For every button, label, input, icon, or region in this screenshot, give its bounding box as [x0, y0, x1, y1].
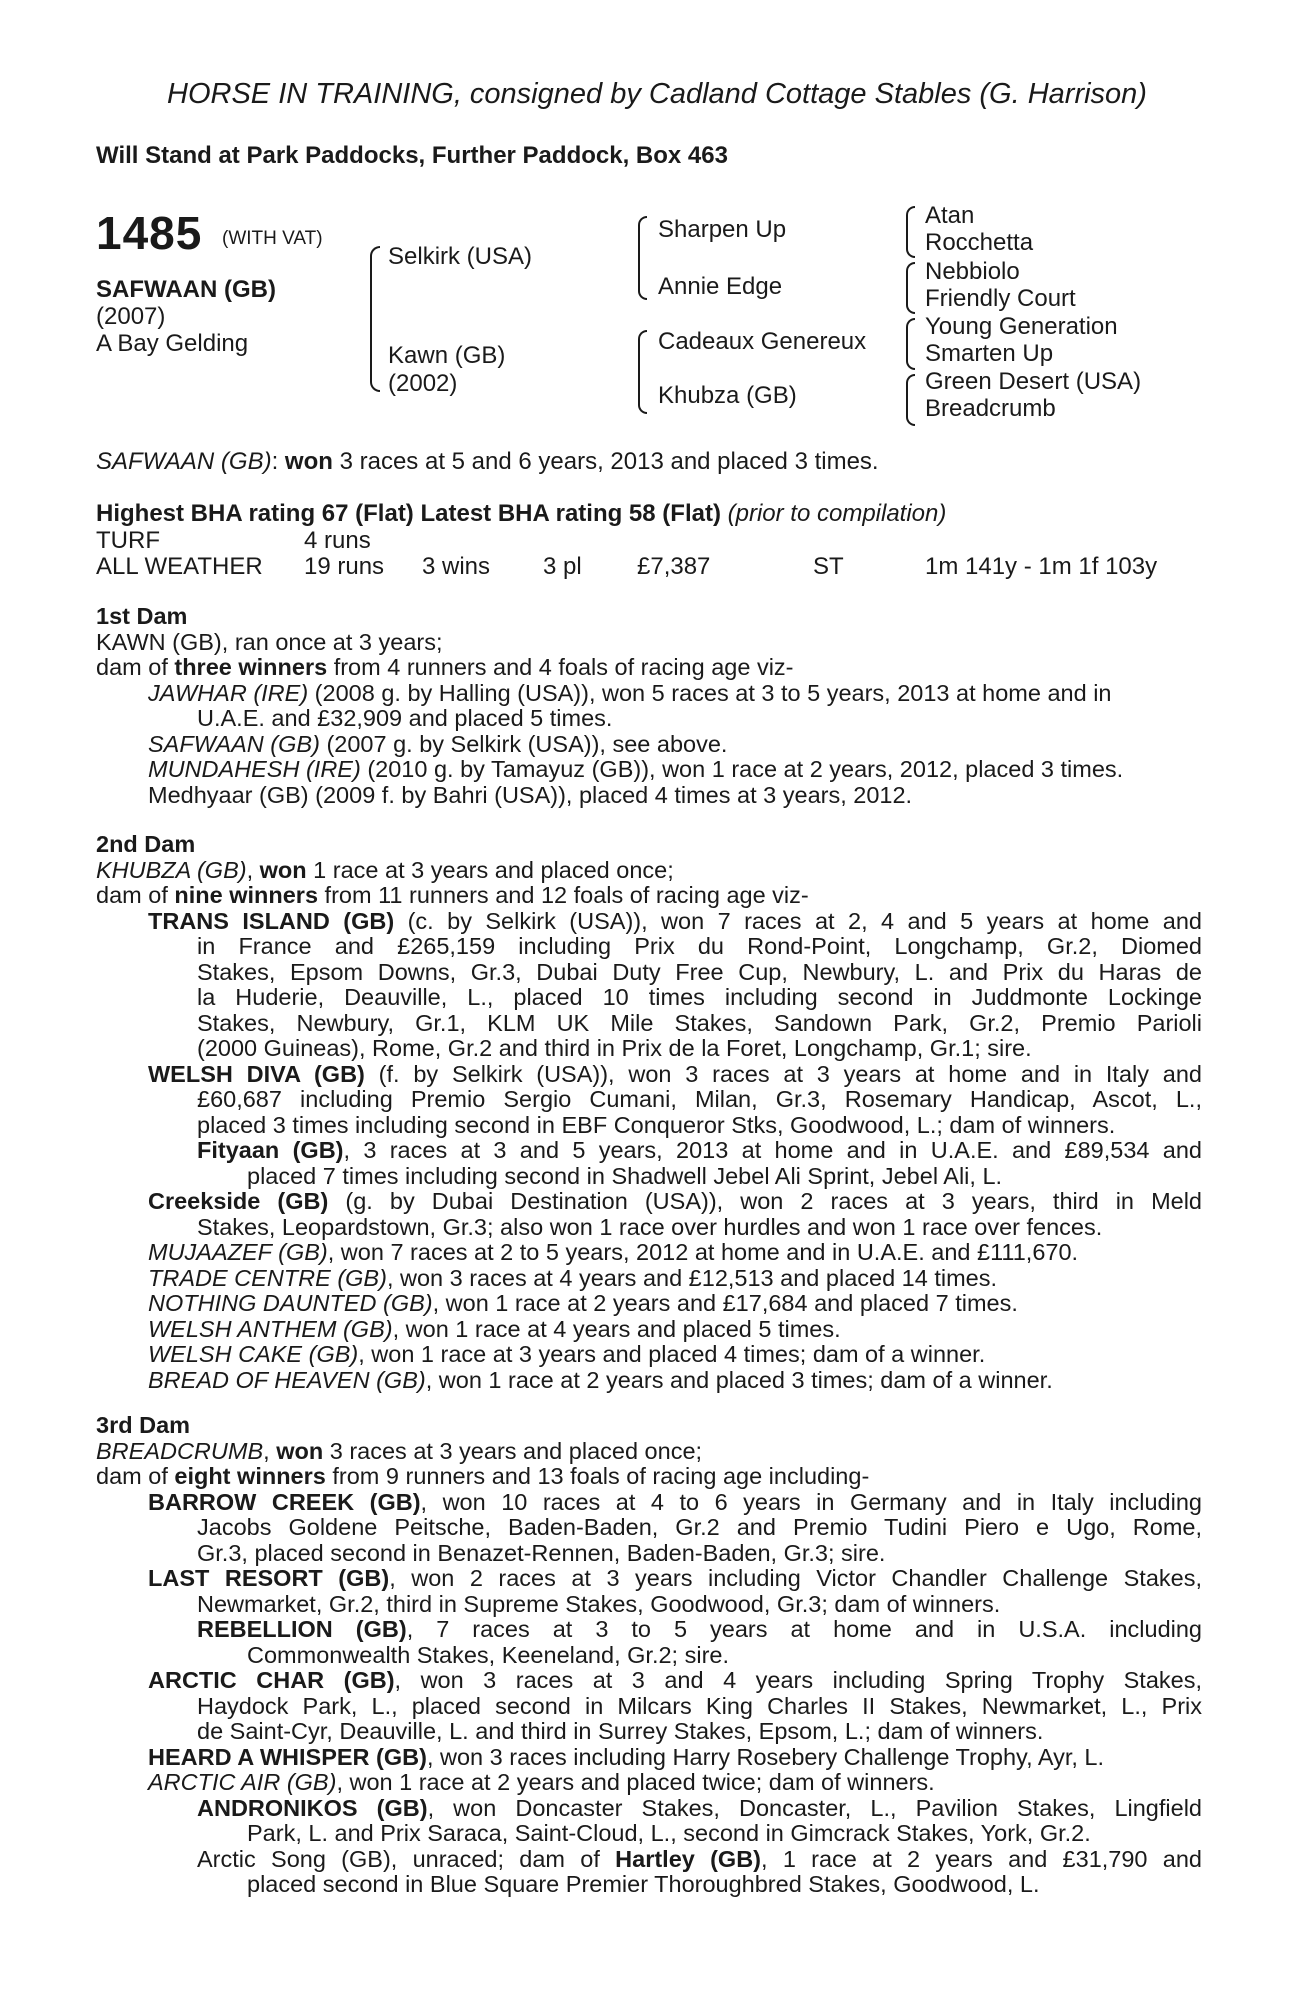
produce-entry: MUJAAZEF (GB), won 7 races at 2 to 5 years, 2012 at home and in U.A.E. and £111,670.	[148, 1239, 1079, 1265]
bha-rating: Highest BHA rating 67 (Flat) Latest BHA rating 58 (Flat) (prior to compilation)	[96, 500, 947, 527]
produce-entry: WELSH DIVA (GB) (f. by Selkirk (USA)), won 3 races at 3 years at home and in Italy and	[148, 1060, 1203, 1087]
produce-entry-cont: Newmarket, Gr.2, third in Supreme Stakes, Goodwood, Gr.3; dam of winners.	[197, 1590, 1001, 1617]
pedigree-brace	[906, 262, 915, 314]
produce-entry-cont: Jacobs Goldene Peitsche, Baden-Baden, Gr.2 and Premio Tudini Piero e Ugo, Rome,	[197, 1514, 1202, 1540]
horse-name: SAFWAAN (GB)	[96, 276, 276, 303]
dam-dam-dam: Breadcrumb	[925, 395, 1056, 422]
turf-label: TURF	[96, 527, 160, 554]
horse-description: A Bay Gelding	[96, 330, 249, 357]
horse-year: (2007)	[96, 303, 166, 330]
grandproduce-entry: REBELLION (GB), 7 races at 3 to 5 years at home and in U.S.A. including	[197, 1616, 1203, 1642]
grandproduce-entry: Arctic Song (GB), unraced; dam of Hartley (GB), 1 race at 2 years and £31,790 and	[197, 1845, 1202, 1872]
second-dam-section	[96, 832, 1202, 1393]
dam-record: BREADCRUMB, won 3 races at 3 years and placed once;	[96, 1437, 703, 1464]
pedigree-brace	[638, 330, 647, 414]
aw-distance: 1m 141y - 1m 1f 103y	[925, 553, 1158, 580]
grandproduce-entry: ANDRONIKOS (GB), won Doncaster Stakes, Doncaster, L., Pavilion Stakes, Lingfield	[197, 1794, 1202, 1821]
sire-sire-sire: Atan	[925, 202, 975, 229]
first-dam-section	[96, 604, 1202, 808]
dam-record: KAWN (GB), ran once at 3 years;	[96, 628, 443, 655]
produce-entry: TRANS ISLAND (GB) (c. by Selkirk (USA)), won 7 races at 2, 4 and 5 years at home and	[148, 907, 1202, 934]
vat-note: (WITH VAT)	[222, 228, 323, 249]
grandproduce-entry-cont: Commonwealth Stakes, Keeneland, Gr.2; sire.	[247, 1641, 729, 1668]
grandproduce-entry-cont: placed 7 times including second in Shadwell Jebel Ali Sprint, Jebel Ali, L.	[247, 1162, 1003, 1189]
dam-sire: Cadeaux Genereux	[658, 328, 867, 355]
produce-entry: LAST RESORT (GB), won 2 races at 3 years including Victor Chandler Challenge Stakes,	[148, 1565, 1202, 1591]
produce-entry: NOTHING DAUNTED (GB), won 1 race at 2 years and £17,684 and placed 7 times.	[148, 1290, 1018, 1316]
produce-entry: ARCTIC AIR (GB), won 1 race at 2 years and placed twice; dam of winners.	[148, 1769, 935, 1795]
produce-entry: Medhyaar (GB) (2009 f. by Bahri (USA)), placed 4 times at 3 years, 2012.	[148, 781, 913, 808]
aw-placed: 3 pl	[543, 553, 582, 580]
dam-dam-sire: Green Desert (USA)	[925, 368, 1142, 395]
race-summary: SAFWAAN (GB): won 3 races at 5 and 6 years, 2013 and placed 3 times.	[96, 448, 879, 475]
lot-number: 1485	[96, 207, 203, 259]
third-dam-section	[96, 1413, 1202, 1898]
produce-entry-cont: de Saint-Cyr, Deauville, L. and third in Surrey Stakes, Epsom, L.; dam of winners.	[197, 1718, 1044, 1744]
produce-entry: Creekside (GB) (g. by Dubai Destination (USA)), won 2 races at 3 years, third in Meld	[148, 1188, 1203, 1214]
produce-entry-cont: £60,687 including Premio Sergio Cumani, Milan, Gr.3, Rosemary Handicap, Ascot, L.,	[197, 1086, 1202, 1112]
produce-entry-cont: la Huderie, Deauville, L., placed 10 times including second in Juddmonte Lockinge	[197, 984, 1202, 1010]
sire: Selkirk (USA)	[388, 243, 533, 270]
produce-entry-cont: Haydock Park, L., placed second in Milcars King Charles II Stakes, Newmarket, L., Prix	[197, 1692, 1202, 1719]
produce-entry: SAFWAAN (GB) (2007 g. by Selkirk (USA)), see above.	[148, 730, 728, 757]
grandproduce-entry-cont: placed second in Blue Square Premier Thoroughbred Stakes, Goodwood, L.	[247, 1871, 1040, 1897]
produce-entry-cont: U.A.E. and £32,909 and placed 5 times.	[197, 705, 613, 731]
aw-prize: £7,387	[637, 553, 711, 580]
pedigree-brace	[638, 216, 647, 300]
pedigree-brace	[370, 246, 380, 392]
produce-entry: WELSH ANTHEM (GB), won 1 race at 4 years and placed 5 times.	[148, 1315, 841, 1342]
grandproduce-entry: Fityaan (GB), 3 races at 3 and 5 years, 2013 at home and in U.A.E. and £89,534 and	[197, 1137, 1202, 1163]
dam-dam: Khubza (GB)	[658, 382, 797, 409]
sire-dam-dam: Friendly Court	[925, 285, 1076, 312]
section-heading: 1st Dam	[96, 603, 188, 629]
sire-sire-dam: Rocchetta	[925, 229, 1034, 256]
produce-entry: JAWHAR (IRE) (2008 g. by Halling (USA)), won 5 races at 3 to 5 years, 2013 at home and in	[148, 679, 1112, 706]
stand-location: Will Stand at Park Paddocks, Further Paddock, Box 463	[96, 142, 728, 169]
produce-entry: BREAD OF HEAVEN (GB), won 1 race at 2 years and placed 3 times; dam of a winner.	[148, 1366, 1053, 1393]
produce-entry-cont: Gr.3, placed second in Benazet-Rennen, Baden-Baden, Gr.3; sire.	[197, 1539, 886, 1566]
consignor-header: HORSE IN TRAINING, consigned by Cadland Cottage Stables (G. Harrison)	[167, 78, 1147, 110]
dam: Kawn (GB)	[388, 342, 506, 369]
dam-sire-sire: Young Generation	[925, 313, 1118, 340]
aw-label: ALL WEATHER	[96, 553, 263, 580]
pedigree-brace	[906, 318, 915, 370]
produce-entry: HEARD A WHISPER (GB), won 3 races including Harry Rosebery Challenge Trophy, Ayr, L.	[148, 1743, 1105, 1770]
sire-dam: Annie Edge	[658, 273, 783, 300]
dam-produce-summary: dam of three winners from 4 runners and 4 foals of racing age viz-	[96, 654, 794, 680]
produce-entry-cont: (2000 Guineas), Rome, Gr.2 and third in Prix de la Foret, Longchamp, Gr.1; sire.	[197, 1035, 1032, 1061]
dam-year: (2002)	[388, 370, 458, 397]
dam-produce-summary: dam of nine winners from 11 runners and 12 foals of racing age viz-	[96, 882, 809, 908]
aw-going: ST	[813, 553, 844, 580]
produce-entry-cont: in France and £265,159 including Prix du Rond-Point, Longchamp, Gr.2, Diomed	[197, 933, 1202, 959]
section-heading: 2nd Dam	[96, 831, 196, 857]
produce-entry: WELSH CAKE (GB), won 1 race at 3 years and placed 4 times; dam of a winner.	[148, 1341, 986, 1367]
aw-runs: 19 runs	[304, 553, 385, 580]
dam-produce-summary: dam of eight winners from 9 runners and 13 foals of racing age including-	[96, 1463, 870, 1489]
pedigree-brace	[906, 374, 915, 426]
produce-entry-cont: Stakes, Newbury, Gr.1, KLM UK Mile Stakes, Sandown Park, Gr.2, Premio Parioli	[197, 1009, 1202, 1036]
grandproduce-entry-cont: Park, L. and Prix Saraca, Saint-Cloud, L., second in Gimcrack Stakes, York, Gr.2.	[247, 1820, 1091, 1846]
dam-sire-dam: Smarten Up	[925, 340, 1054, 367]
section-heading: 3rd Dam	[96, 1412, 191, 1438]
produce-entry-cont: Stakes, Leopardstown, Gr.3; also won 1 race over hurdles and won 1 race over fences.	[197, 1213, 1103, 1240]
sire-sire: Sharpen Up	[658, 216, 787, 243]
turf-runs: 4 runs	[304, 527, 371, 554]
produce-entry-cont: Stakes, Epsom Downs, Gr.3, Dubai Duty Free Cup, Newbury, L. and Prix du Haras de	[197, 958, 1202, 985]
sire-dam-sire: Nebbiolo	[925, 258, 1020, 285]
produce-entry: TRADE CENTRE (GB), won 3 races at 4 years and £12,513 and placed 14 times.	[148, 1264, 998, 1291]
dam-record: KHUBZA (GB), won 1 race at 3 years and placed once;	[96, 856, 674, 883]
produce-entry-cont: placed 3 times including second in EBF Conqueror Stks, Goodwood, L.; dam of winners.	[197, 1111, 1116, 1138]
pedigree-brace	[906, 206, 915, 258]
produce-entry: ARCTIC CHAR (GB), won 3 races at 3 and 4 years including Spring Trophy Stakes,	[148, 1667, 1202, 1693]
aw-wins: 3 wins	[422, 553, 491, 580]
produce-entry: BARROW CREEK (GB), won 10 races at 4 to 6 years in Germany and in Italy including	[148, 1488, 1202, 1515]
produce-entry: MUNDAHESH (IRE) (2010 g. by Tamayuz (GB)), won 1 race at 2 years, 2012, placed 3 times.	[148, 756, 1124, 782]
